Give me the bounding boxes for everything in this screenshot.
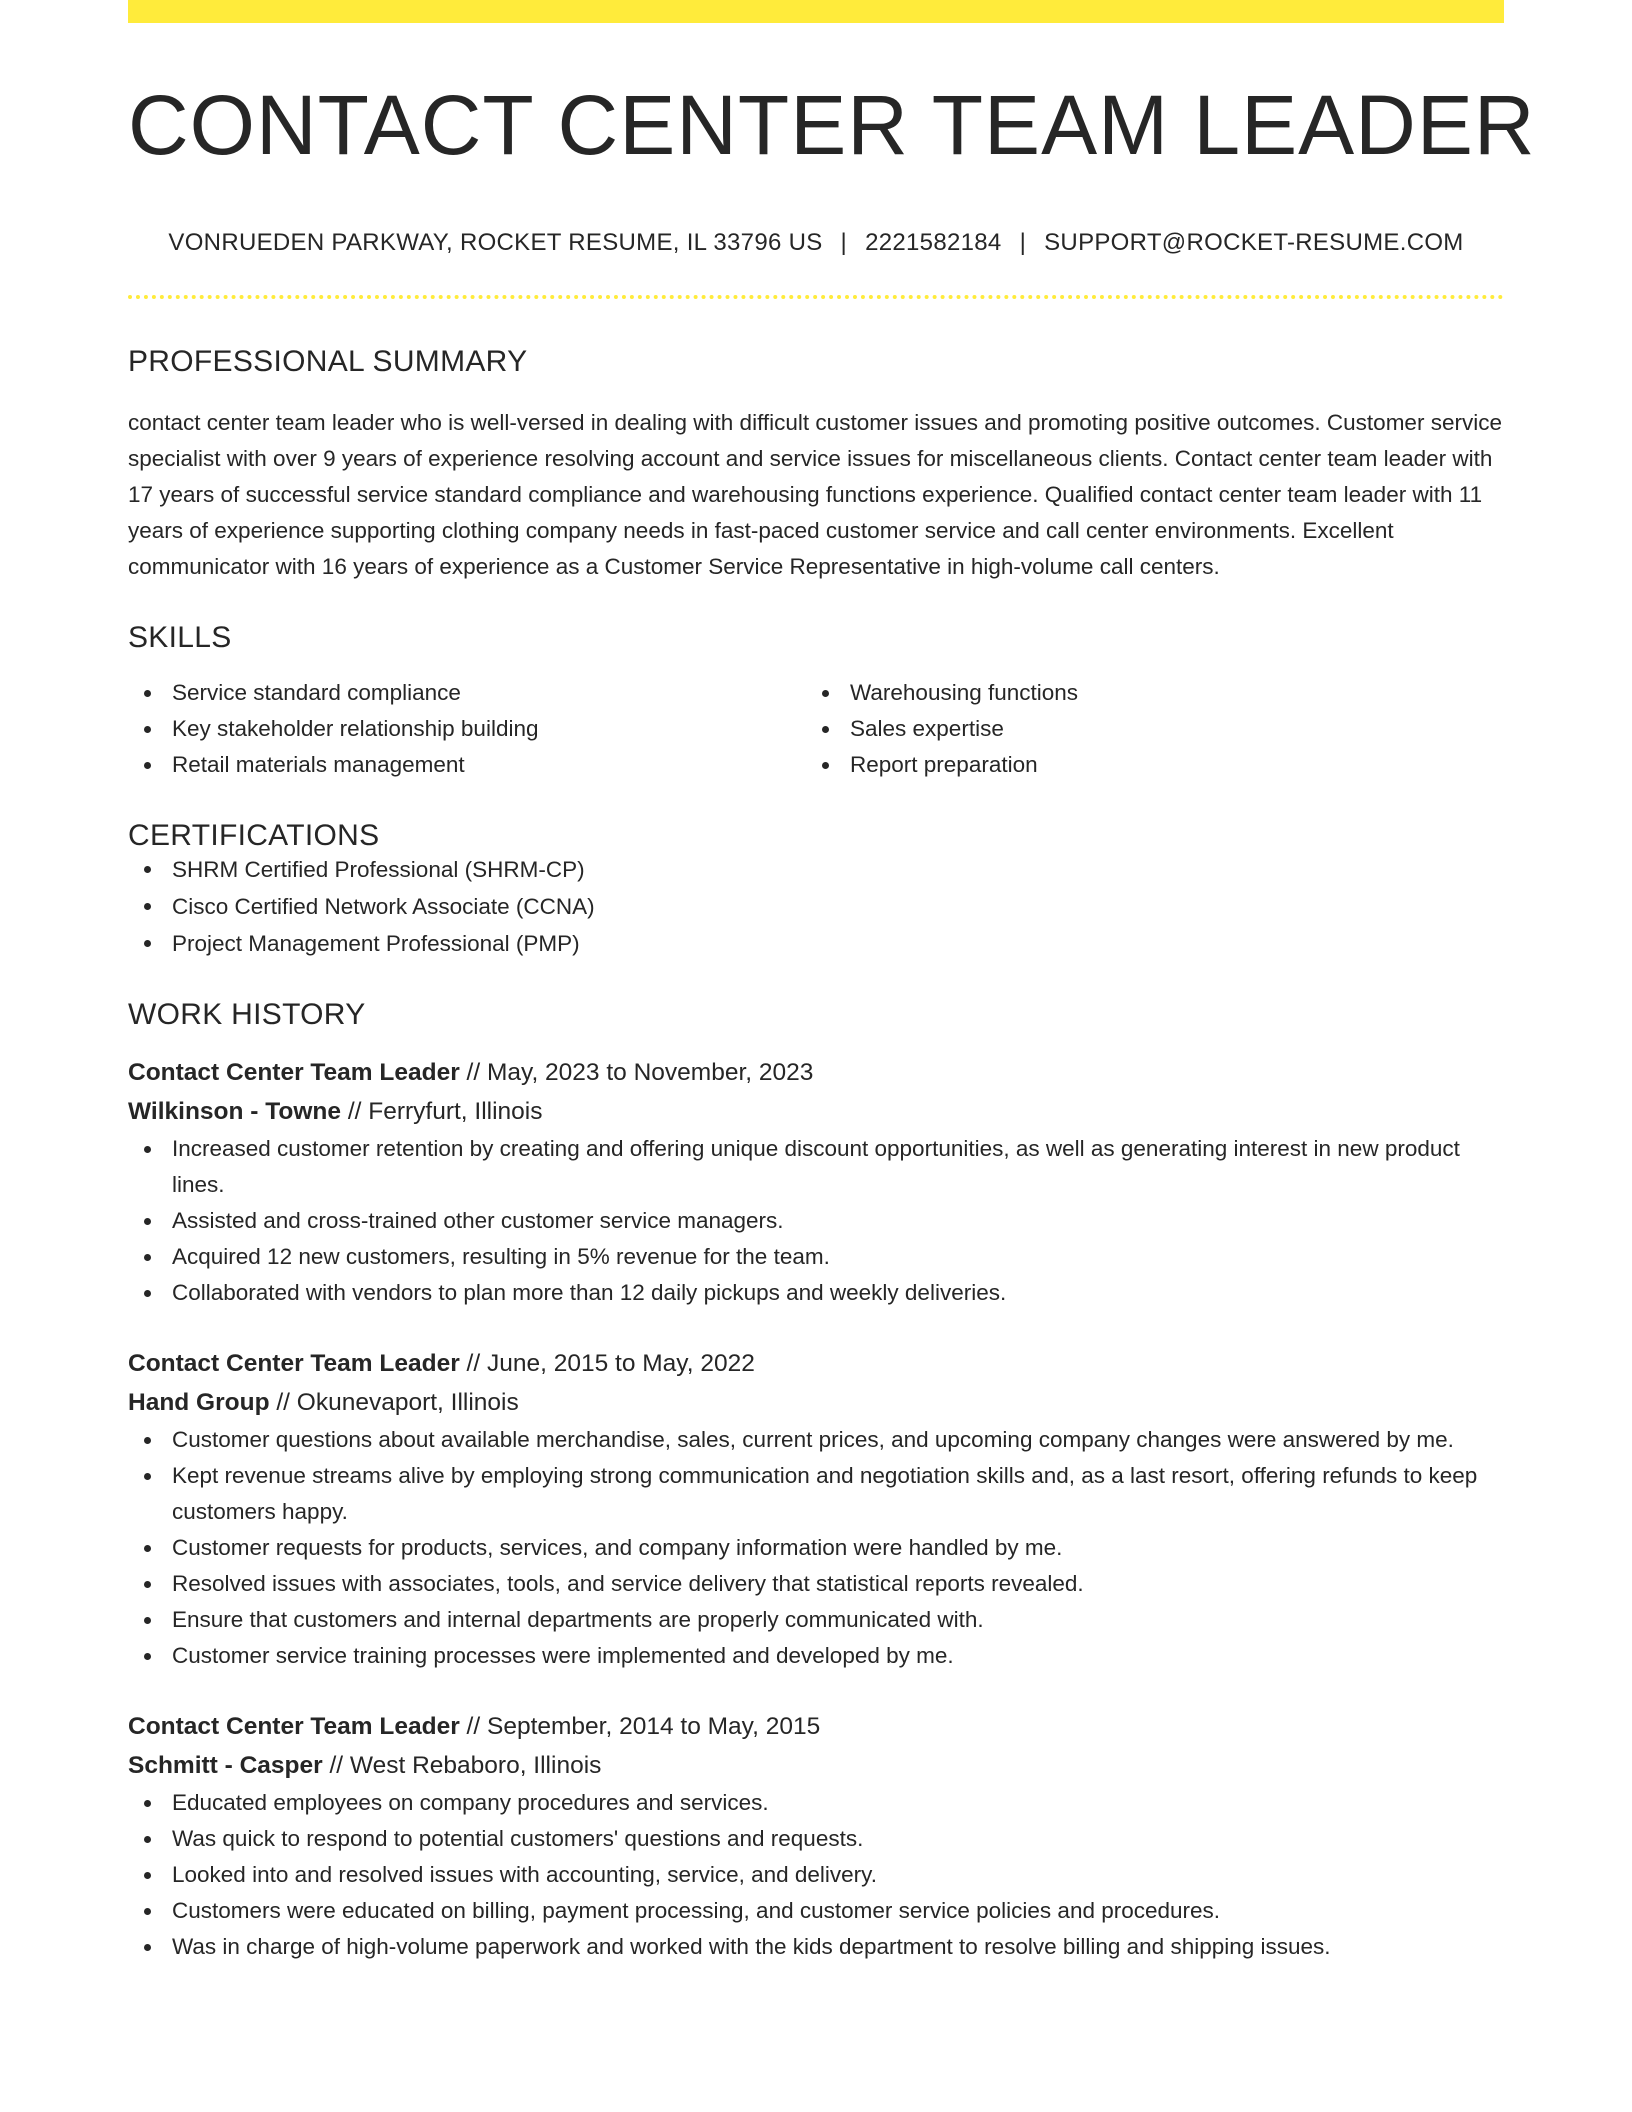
- resume-title: CONTACT CENTER TEAM LEADER: [128, 78, 1536, 172]
- job-duty: Kept revenue streams alive by employing strong communication and negotiation skills and, as a last resort, offering refunds to keep customers happy.: [128, 1458, 1504, 1530]
- job-duty: Ensure that customers and internal departments are properly communicated with.: [128, 1602, 1504, 1638]
- job-duty: Was quick to respond to potential customers' questions and requests.: [128, 1821, 1504, 1857]
- job-duty: Customer questions about available merchandise, sales, current prices, and upcoming company changes were answered by me.: [128, 1422, 1504, 1458]
- certification-item: Project Management Professional (PMP): [128, 925, 1504, 962]
- job-duties-list: [128, 1422, 1504, 1674]
- skill-item: Report preparation: [806, 747, 1484, 783]
- job-duty: Collaborated with vendors to plan more than 12 daily pickups and weekly deliveries.: [128, 1275, 1504, 1311]
- job-company-line: [128, 1384, 1504, 1422]
- summary-heading: PROFESSIONAL SUMMARY: [128, 345, 528, 378]
- job-duty: Was in charge of high-volume paperwork and worked with the kids department to resolve billing and shipping issues.: [128, 1929, 1504, 1965]
- job-role: Contact Center Team Leader: [128, 1350, 460, 1377]
- job-company: Wilkinson - Towne: [128, 1098, 342, 1125]
- skill-item: Service standard compliance: [128, 675, 806, 711]
- contact-phone: 2221582184: [865, 229, 1002, 256]
- job-title-line: [128, 1345, 1504, 1383]
- contact-line: [128, 231, 1504, 255]
- job-duties-list: [128, 1785, 1504, 1965]
- skill-item: Retail materials management: [128, 747, 806, 783]
- job-entry: [128, 1708, 1504, 1965]
- job-duty: Increased customer retention by creating and offering unique discount opportunities, as well as generating interest in new product lines.: [128, 1131, 1504, 1203]
- skill-item: Key stakeholder relationship building: [128, 711, 806, 747]
- job-duty: Acquired 12 new customers, resulting in 5% revenue for the team.: [128, 1239, 1504, 1275]
- job-title-line: [128, 1054, 1504, 1092]
- job-company-line: [128, 1093, 1504, 1131]
- contact-separator: |: [1019, 229, 1027, 256]
- job-company: Hand Group: [128, 1389, 270, 1416]
- certifications-list: [128, 851, 1504, 962]
- job-role: Contact Center Team Leader: [128, 1059, 460, 1086]
- skills-column-left: [128, 675, 806, 783]
- job-duty: Customer service training processes were implemented and developed by me.: [128, 1638, 1504, 1674]
- summary-text: contact center team leader who is well-versed in dealing with difficult customer issues and promoting positive outcomes. Customer service specialist with over 9 years of experience resolving account and service issues for miscellaneous clients. Contact center team leader with 17 years of successful service standard compliance and warehousing functions experience. Qualified contact center team leader with 11 years of experience supporting clothing company needs in fast-paced customer service and call center environments. Excellent communicator with 16 years of experience as a Customer Service Representative in high-volume call centers.: [128, 410, 1502, 579]
- resume-page: [128, 0, 1536, 1965]
- job-entry: [128, 1345, 1504, 1674]
- job-company-line: [128, 1747, 1504, 1785]
- work-history-heading: WORK HISTORY: [128, 998, 366, 1031]
- job-entry: [128, 1054, 1504, 1311]
- skill-item: Warehousing functions: [806, 675, 1484, 711]
- job-location: // West Rebaboro, Illinois: [322, 1752, 602, 1779]
- skill-item: Sales expertise: [806, 711, 1484, 747]
- top-accent-bar: [128, 0, 1504, 23]
- job-title-line: [128, 1708, 1504, 1746]
- skills-list: [128, 675, 1504, 783]
- job-duty: Looked into and resolved issues with accounting, service, and delivery.: [128, 1857, 1504, 1893]
- contact-email: SUPPORT@ROCKET-RESUME.COM: [1044, 229, 1464, 256]
- dotted-divider: [128, 295, 1504, 299]
- job-dates: // June, 2015 to May, 2022: [459, 1350, 755, 1377]
- job-duties-list: [128, 1131, 1504, 1311]
- contact-separator: |: [840, 229, 848, 256]
- job-location: // Ferryfurt, Illinois: [341, 1098, 543, 1125]
- certification-item: Cisco Certified Network Associate (CCNA): [128, 888, 1504, 925]
- job-location: // Okunevaport, Illinois: [269, 1389, 519, 1416]
- job-dates: // May, 2023 to November, 2023: [459, 1059, 814, 1086]
- job-role: Contact Center Team Leader: [128, 1713, 460, 1740]
- job-duty: Customers were educated on billing, payment processing, and customer service policies and procedures.: [128, 1893, 1504, 1929]
- skills-column-right: [806, 675, 1484, 783]
- job-duty: Assisted and cross-trained other customer service managers.: [128, 1203, 1504, 1239]
- skills-heading: SKILLS: [128, 621, 232, 654]
- contact-address: VONRUEDEN PARKWAY, ROCKET RESUME, IL 33796 US: [168, 229, 823, 256]
- job-company: Schmitt - Casper: [128, 1752, 323, 1779]
- job-dates: // September, 2014 to May, 2015: [459, 1713, 821, 1740]
- certifications-heading: CERTIFICATIONS: [128, 819, 380, 852]
- job-duty: Customer requests for products, services, and company information were handled by me.: [128, 1530, 1504, 1566]
- job-duty: Resolved issues with associates, tools, and service delivery that statistical reports revealed.: [128, 1566, 1504, 1602]
- certification-item: SHRM Certified Professional (SHRM-CP): [128, 851, 1504, 888]
- job-duty: Educated employees on company procedures and services.: [128, 1785, 1504, 1821]
